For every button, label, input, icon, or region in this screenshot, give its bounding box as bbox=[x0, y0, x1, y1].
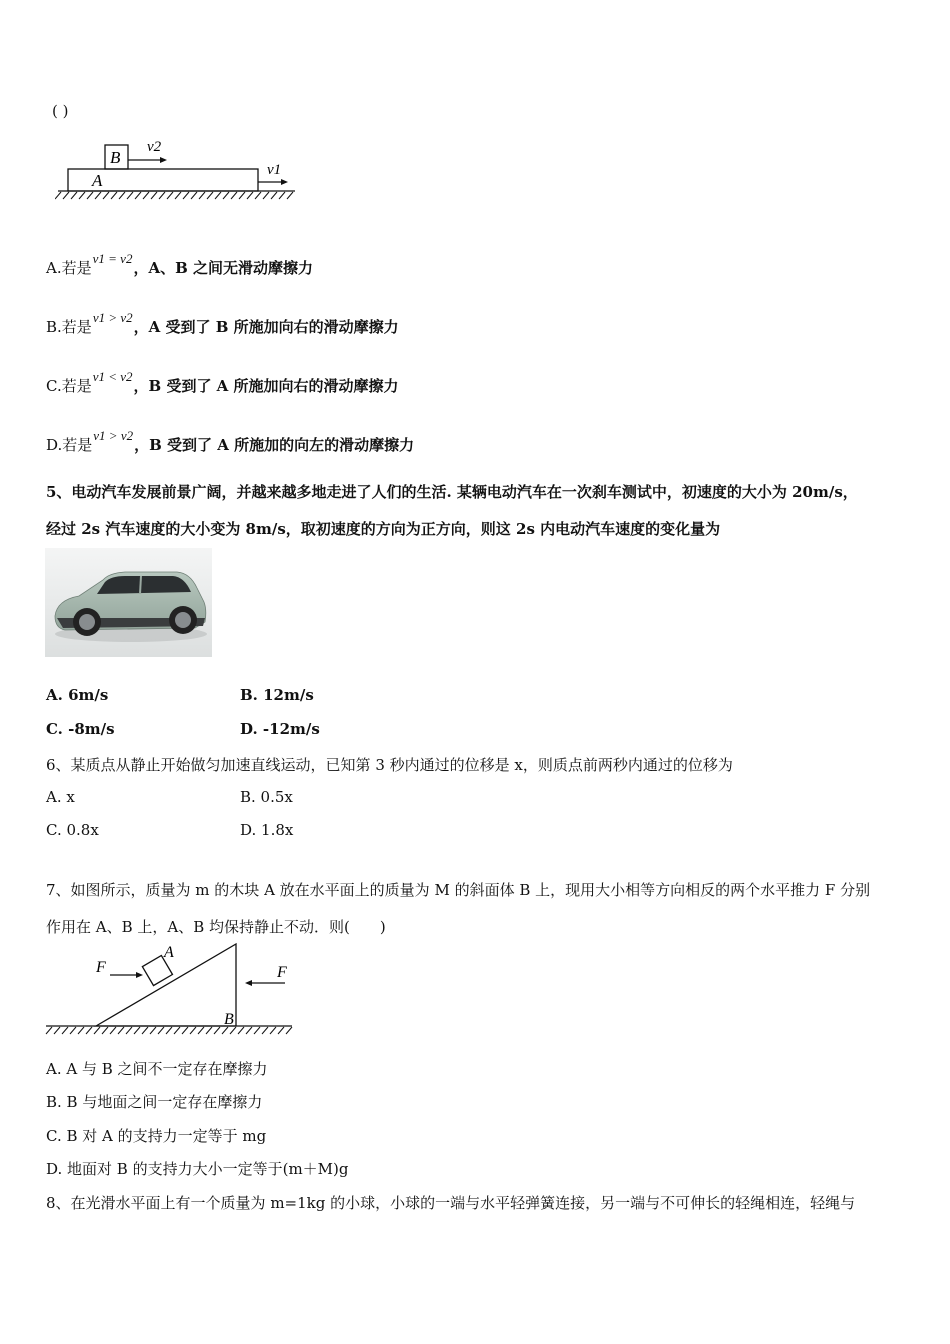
q4-option-a[interactable]: A.若是v1 = v2，A、B 之间无滑动摩擦力 bbox=[46, 251, 313, 277]
answer-paren: ( ) bbox=[52, 102, 69, 120]
block-b-label: B bbox=[110, 148, 121, 167]
q6-option-a[interactable]: A. x bbox=[46, 788, 75, 806]
q7-stem-line2: 作用在 A、B 上，A、B 均保持静止不动．则( ) bbox=[46, 918, 386, 936]
q6-stem: 6、某质点从静止开始做匀加速直线运动，已知第 3 秒内通过的位移是 x，则质点前两秒内通过的位移为 bbox=[46, 756, 733, 774]
q5-stem-line1: 5、电动汽车发展前景广阔，并越来越多地走进了人们的生活. 某辆电动汽车在一次刹车测试中，初速度的大小为 20m/s， bbox=[46, 483, 858, 501]
q8-stem-line1: 8、在光滑水平面上有一个质量为 m=1kg 的小球，小球的一端与水平轻弹簧连接，另一端与不可伸长的轻绳相连，轻绳与 bbox=[46, 1194, 856, 1212]
force-left-label: F bbox=[96, 959, 106, 976]
q4-option-d[interactable]: D.若是v1 > v2，B 受到了 A 所施加的向左的滑动摩擦力 bbox=[46, 428, 415, 454]
q7-stem-line1: 7、如图所示，质量为 m 的木块 A 放在水平面上的质量为 M 的斜面体 B 上，现用大小相等方向相反的两个水平推力 F 分别 bbox=[46, 881, 871, 899]
q5-option-c[interactable]: C. -8m/s bbox=[46, 720, 115, 738]
q4-option-b-condition: v1 > v2 bbox=[92, 310, 133, 325]
q5-option-b[interactable]: B. 12m/s bbox=[240, 686, 314, 704]
q7-option-d[interactable]: D. 地面对 B 的支持力大小一定等于(m＋M)g bbox=[46, 1160, 349, 1178]
incline-b-label: B bbox=[224, 1011, 234, 1028]
q5-option-a[interactable]: A. 6m/s bbox=[46, 686, 109, 704]
force-right-label: F bbox=[277, 964, 287, 981]
electric-car-photo bbox=[45, 548, 212, 657]
q5-option-d[interactable]: D. -12m/s bbox=[240, 720, 320, 738]
q5-stem-line2: 经过 2s 汽车速度的大小变为 8m/s，取初速度的方向为正方向，则这 2s 内电动汽车速度的变化量为 bbox=[46, 520, 721, 538]
q7-option-a[interactable]: A. A 与 B 之间不一定存在摩擦力 bbox=[46, 1060, 268, 1078]
block-a-label: A bbox=[92, 171, 103, 190]
q4-option-c-condition: v1 < v2 bbox=[92, 369, 133, 384]
q4-option-b[interactable]: B.若是v1 > v2，A 受到了 B 所施加向右的滑动摩擦力 bbox=[46, 310, 399, 336]
q6-option-d[interactable]: D. 1.8x bbox=[240, 821, 294, 839]
blocks-figure bbox=[55, 135, 300, 205]
q7-option-c[interactable]: C. B 对 A 的支持力一定等于 mg bbox=[46, 1127, 267, 1145]
incline-figure bbox=[44, 940, 296, 1038]
q6-option-b[interactable]: B. 0.5x bbox=[240, 788, 293, 806]
q6-option-c[interactable]: C. 0.8x bbox=[46, 821, 99, 839]
block-a-label: A bbox=[164, 944, 174, 961]
v1-label: v1 bbox=[267, 162, 282, 178]
q4-option-a-condition: v1 = v2 bbox=[92, 251, 133, 266]
v2-label: v2 bbox=[147, 139, 162, 155]
q4-option-c[interactable]: C.若是v1 < v2，B 受到了 A 所施加向右的滑动摩擦力 bbox=[46, 369, 399, 395]
q7-option-b[interactable]: B. B 与地面之间一定存在摩擦力 bbox=[46, 1093, 263, 1111]
q4-option-d-condition: v1 > v2 bbox=[93, 428, 134, 443]
